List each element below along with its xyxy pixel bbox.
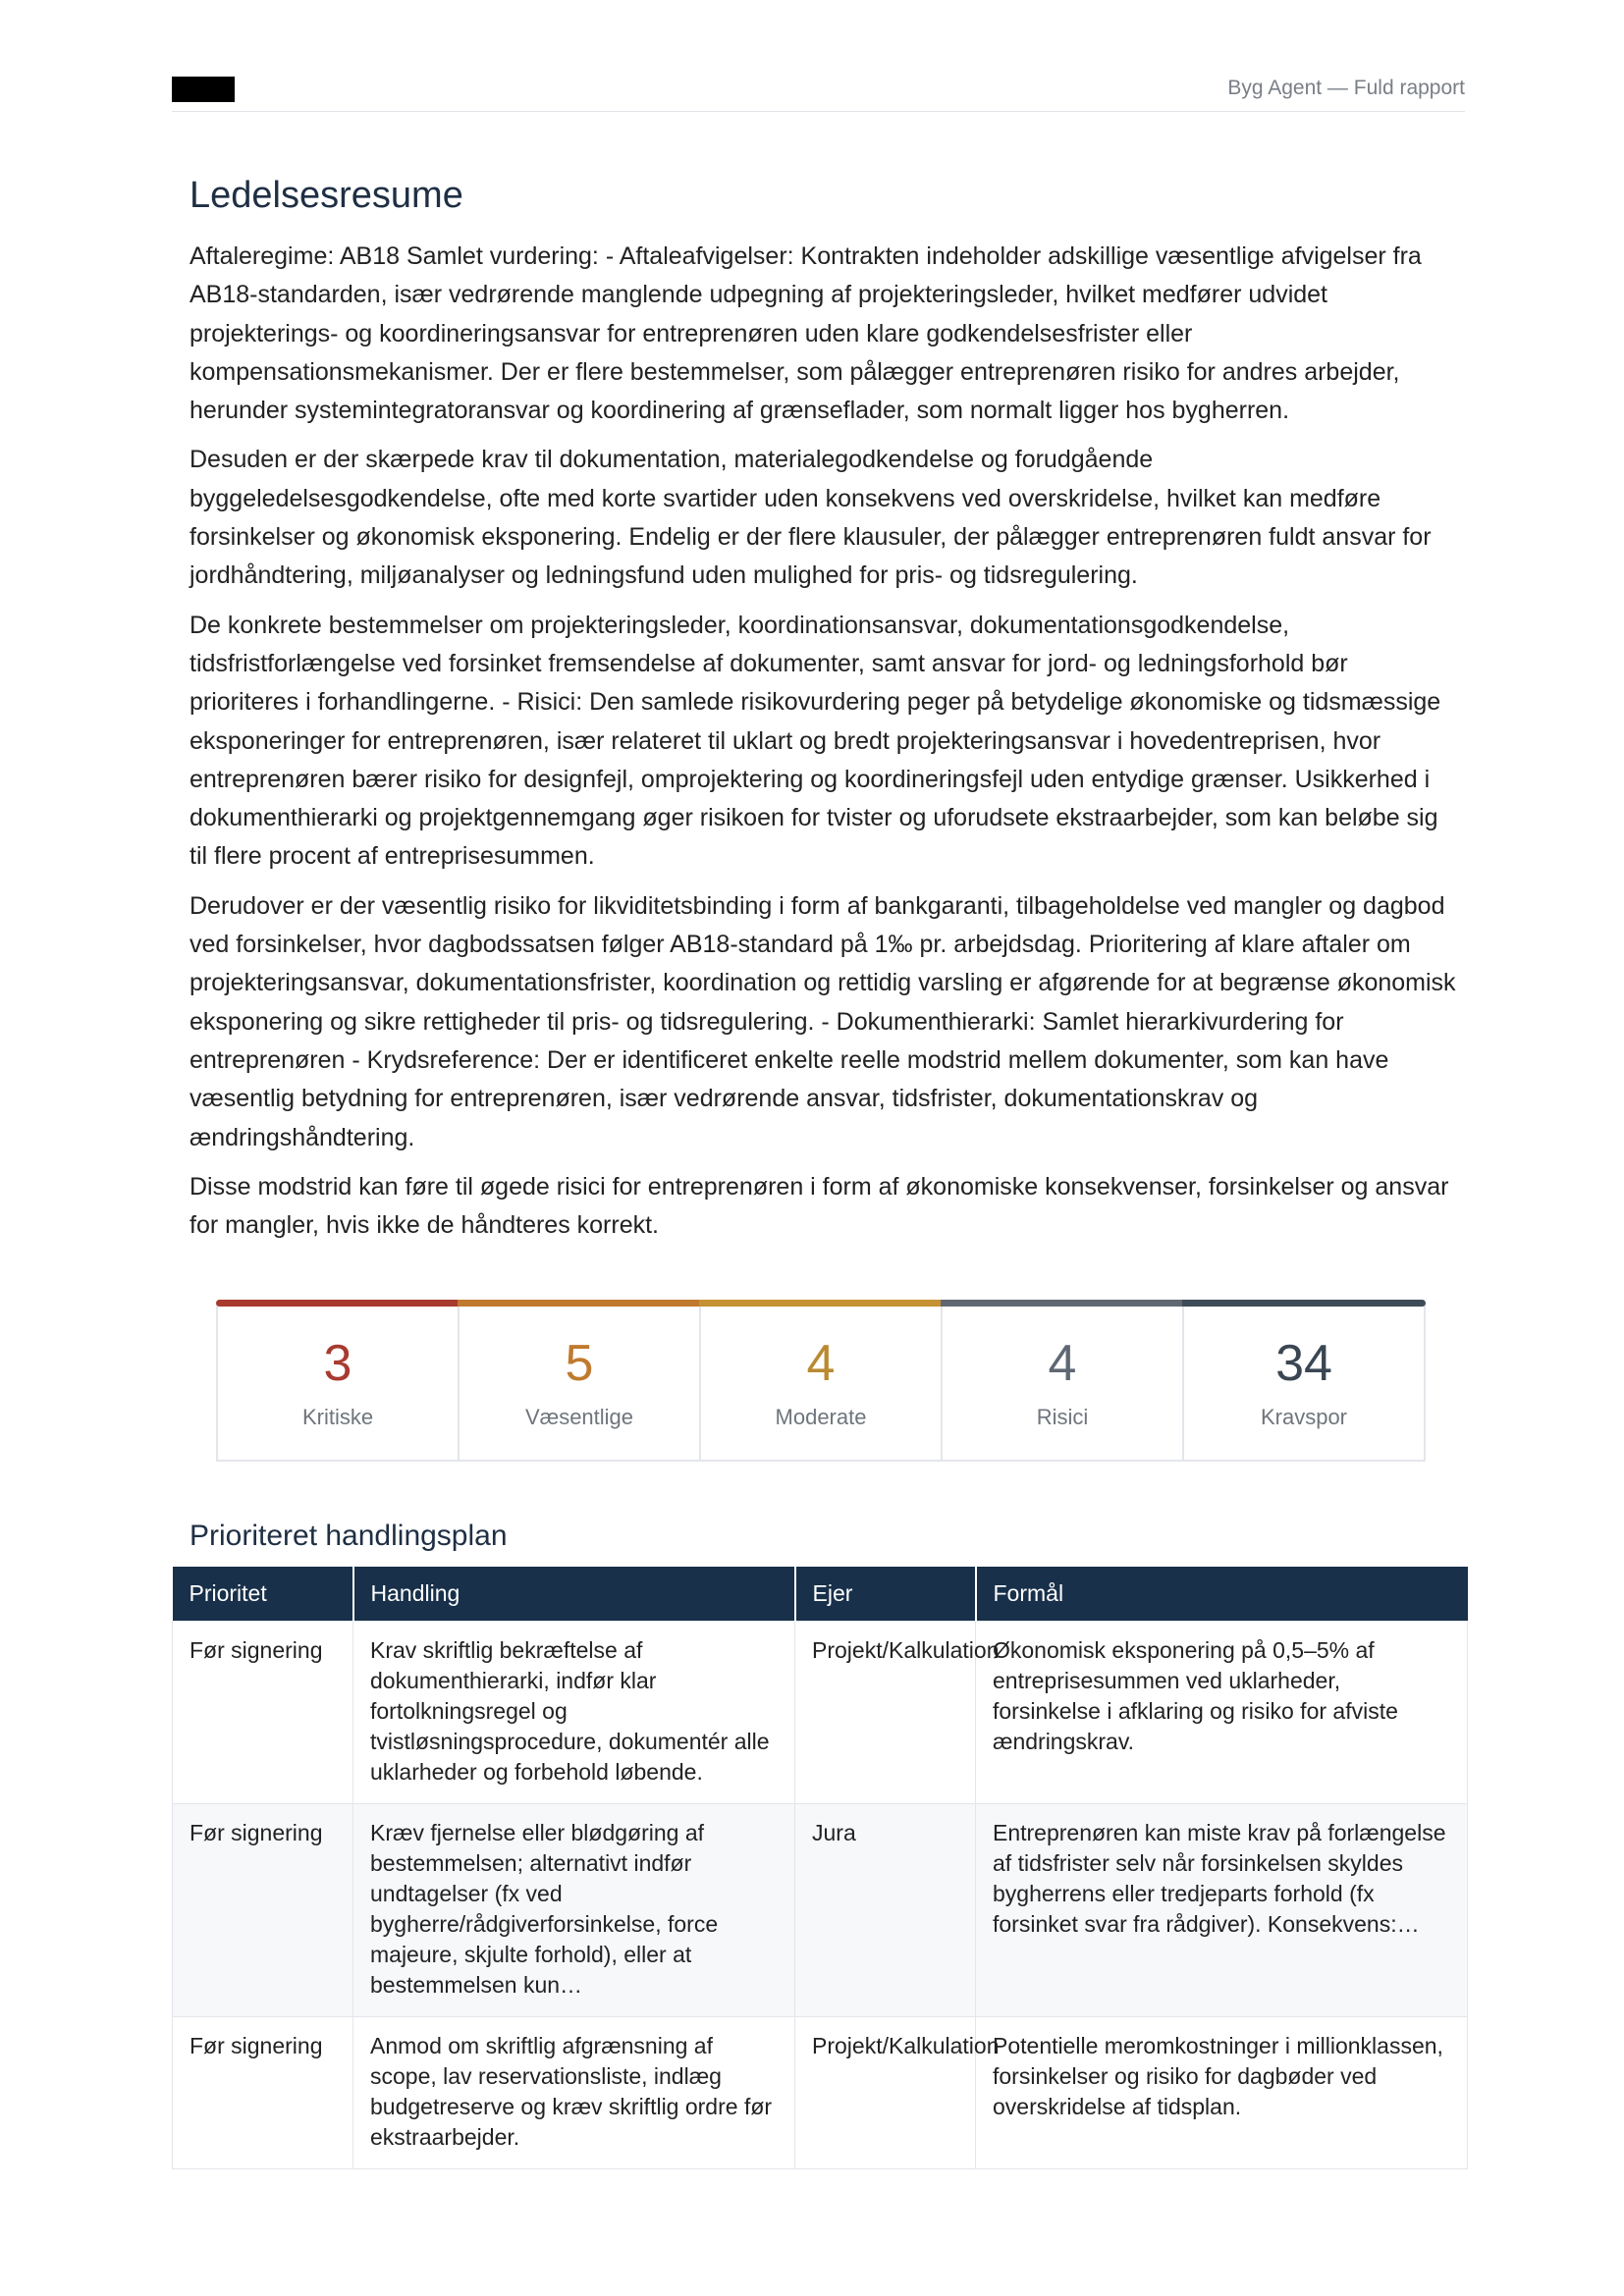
- cell-action: Kræv fjernelse eller blødgøring af bestemmelsen; alternativt indfør undtagelser (fx ved bygherre/rådgiverforsinkelse, force majeure, skjulte forhold), eller at bestemmelsen kun…: [353, 1804, 795, 2017]
- report-header-title: Byg Agent — Fuld rapport: [1227, 77, 1465, 99]
- logo-block: [172, 77, 235, 102]
- stat-card-requirements: [1183, 1305, 1426, 1462]
- summary-heading: Ledelsesresume: [189, 175, 463, 216]
- column-header-action: Handling: [353, 1567, 795, 1622]
- stat-card-risks: [942, 1305, 1183, 1462]
- stat-value: 34: [1275, 1335, 1332, 1392]
- cell-priority: Før signering: [173, 1622, 353, 1804]
- table-row: [173, 1622, 1468, 1804]
- stat-accent-bar: [458, 1300, 701, 1307]
- column-header-owner: Ejer: [795, 1567, 976, 1622]
- summary-paragraph-4: Derudover er der væsentlig risiko for likviditetsbinding i form af bankgaranti, tilbageholdelse ved mangler og dagbod ved forsinkelser, hvor dagbodssatsen følger AB18-standard på 1‰ pr. arbejdsdag. Prioritering af klare aftaler om projekteringsansvar, dokumentationsfrister, koordination og rettidig varsling er afgørende for at begrænse økonomisk eksponering og sikre rettigheder til pris- og tidsregulering. - Dokumenthierarki: Samlet hierarkivurdering for entreprenøren - Krydsreference: Der er identificeret enkelte reelle modstrid mellem dokumenter, som kan have væsentlig betydning for entreprenøren, især vedrørende ansvar, tidsfrister, dokumentationskrav og ændringshåndtering.: [189, 891, 1456, 1151]
- executive-summary: [189, 238, 1456, 1255]
- header-divider: [172, 111, 1465, 112]
- cell-purpose: Entreprenøren kan miste krav på forlængelse af tidsfrister selv når forsinkelsen skyldes bygherrens eller tredjeparts forhold (fx forsinket svar fra rådgiver). Konsekvens:…: [976, 1804, 1468, 2017]
- cell-owner: Projekt/Kalkulation: [795, 1622, 976, 1804]
- stat-accent-bar: [1182, 1300, 1426, 1307]
- stat-card-moderate: [700, 1305, 942, 1462]
- stat-value: 4: [1048, 1335, 1077, 1392]
- stat-accent-bar: [216, 1300, 460, 1307]
- table-row: [173, 2017, 1468, 2169]
- stat-label: Risici: [1036, 1405, 1089, 1429]
- stat-accent-bar: [941, 1300, 1184, 1307]
- cell-action: Krav skriftlig bekræftelse af dokumenthierarki, indfør klar fortolkningsregel og tvistløsningsprocedure, dokumentér alle uklarheder og forbehold løbende.: [353, 1622, 795, 1804]
- stat-value: 5: [565, 1335, 594, 1392]
- cell-owner: Projekt/Kalkulation: [795, 2017, 976, 2169]
- action-plan-table: [172, 1567, 1468, 2169]
- stat-label: Kravspor: [1260, 1405, 1348, 1429]
- stats-cards: [216, 1305, 1426, 1462]
- cell-purpose: Økonomisk eksponering på 0,5–5% af entreprisesummen ved uklarheder, forsinkelse i afklaring og risiko for afviste ændringskrav.: [976, 1622, 1468, 1804]
- stat-card-significant: [459, 1305, 700, 1462]
- action-plan-heading: Prioriteret handlingsplan: [189, 1520, 508, 1552]
- stat-label: Moderate: [775, 1405, 867, 1429]
- summary-paragraph-5: Disse modstrid kan føre til øgede risici for entreprenøren i form af økonomiske konsekvenser, forsinkelser og ansvar for mangler, hvis ikke de håndteres korrekt.: [189, 1172, 1449, 1240]
- cell-priority: Før signering: [173, 2017, 353, 2169]
- table-row: [173, 1804, 1468, 2017]
- summary-paragraph-3: De konkrete bestemmelser om projekteringsleder, koordinationsansvar, dokumentationsgodkendelse, tidsfristforlængelse ved forsinket fremsendelse af dokumenter, samt ansvar for jord- og ledningsforhold bør prioriteres i forhandlingerne. - Risici: Den samlede risikovurdering peger på betydelige økonomiske og tidsmæssige eksponeringer for entreprenøren, især relateret til uklart og bredt projekteringsansvar i hovedentreprisen, hvor entreprenøren bærer risiko for designfejl, omprojektering og koordineringsfejl uden entydige grænser. Usikkerhed i dokumenthierarki og projektgennemgang øger risikoen for tvister og uforudsete ekstraarbejder, som kan beløbe sig til flere procent af entreprisesummen.: [189, 611, 1441, 871]
- stat-label: Væsentlige: [524, 1405, 634, 1429]
- stat-accent-bar: [699, 1300, 943, 1307]
- column-header-priority: Prioritet: [173, 1567, 353, 1622]
- stat-value: 3: [323, 1335, 352, 1392]
- summary-paragraph-1: Aftaleregime: AB18 Samlet vurdering: - Aftaleafvigelser: Kontrakten indeholder adskillige væsentlige afvigelser fra AB18-standarden, især vedrørende manglende udpegning af projekteringsleder, hvilket medfører udvidet projekterings- og koordineringsansvar for entreprenøren uden klare godkendelsesfrister eller kompensationsmekanismer. Der er flere bestemmelser, som pålægger entreprenøren risiko for andres arbejder, herunder systemintegratoransvar og koordinering af grænseflader, som normalt ligger hos bygherren.: [189, 242, 1422, 425]
- cell-owner: Jura: [795, 1804, 976, 2017]
- cell-action: Anmod om skriftlig afgrænsning af scope, lav reservationsliste, indlæg budgetreserve og kræv skriftlig ordre før ekstraarbejder.: [353, 2017, 795, 2169]
- cell-purpose: Potentielle meromkostninger i millionklassen, forsinkelser og risiko for dagbøder ved overskridelse af tidsplan.: [976, 2017, 1468, 2169]
- cell-priority: Før signering: [173, 1804, 353, 2017]
- table-header-row: [173, 1567, 1468, 1622]
- summary-paragraph-2: Desuden er der skærpede krav til dokumentation, materialegodkendelse og forudgående byggeledelsesgodkendelse, ofte med korte svartider uden konsekvens ved overskridelse, hvilket kan medføre forsinkelser og økonomisk eksponering. Endelig er der flere klausuler, der pålægger entreprenøren fuldt ansvar for jordhåndtering, miljøanalyser og ledningsfund uden mulighed for pris- og tidsregulering.: [189, 446, 1432, 590]
- stat-label: Kritiske: [301, 1405, 374, 1429]
- stat-value: 4: [806, 1335, 836, 1392]
- stat-card-critical: [216, 1305, 459, 1462]
- column-header-purpose: Formål: [976, 1567, 1468, 1622]
